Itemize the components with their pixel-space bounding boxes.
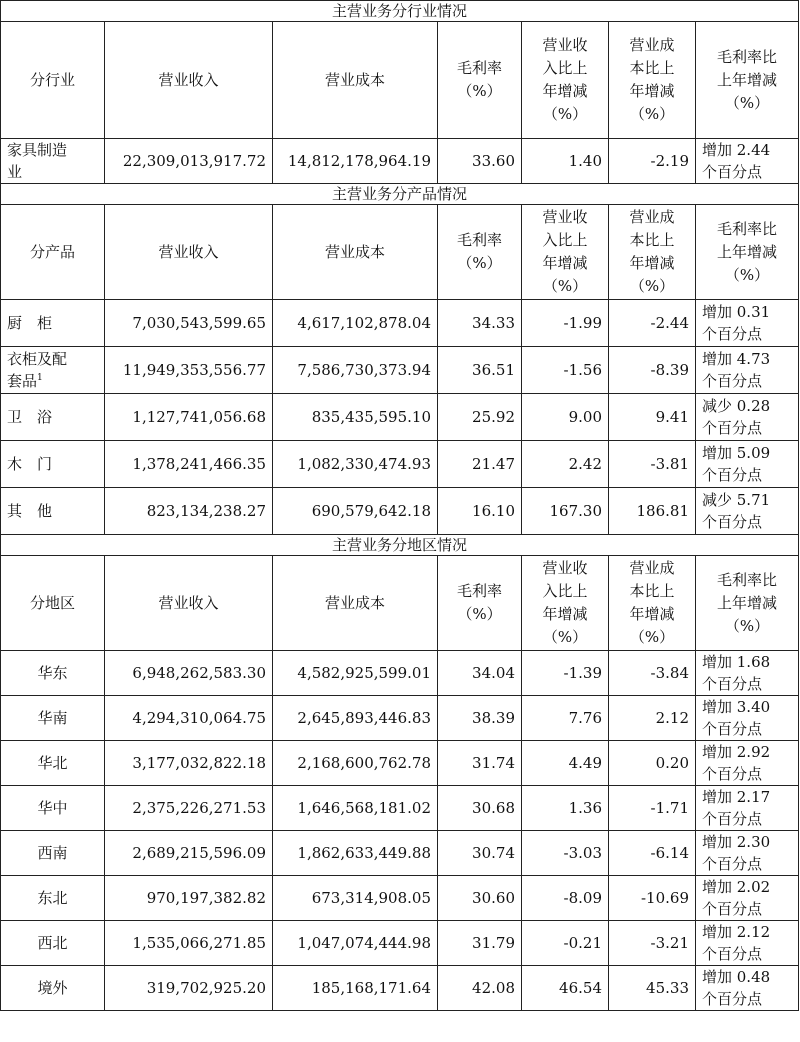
cell-margin-change: 增加 0.48 个百分点 bbox=[696, 966, 799, 1011]
row-label: 厨 柜 bbox=[7, 314, 53, 332]
row-label: 木 门 bbox=[7, 455, 53, 473]
table-row bbox=[1, 831, 799, 876]
cell-cost-change: 186.81 bbox=[609, 488, 696, 535]
row-label: 衣柜及配 套品 bbox=[7, 350, 68, 390]
row-label-cell bbox=[1, 651, 105, 696]
cell-revenue: 1,127,741,056.68 bbox=[105, 394, 273, 441]
row-label: 华东 bbox=[37, 664, 68, 682]
cell-margin: 34.04 bbox=[438, 651, 522, 696]
cell-cost-change: -3.81 bbox=[609, 441, 696, 488]
cell-margin: 30.68 bbox=[438, 786, 522, 831]
header-cost: 营业成本 bbox=[273, 22, 438, 139]
header-dimension: 分地区 bbox=[1, 556, 105, 651]
row-label-cell bbox=[1, 488, 105, 535]
cell-rev-change: 1.36 bbox=[522, 786, 609, 831]
table-row bbox=[1, 651, 799, 696]
cell-rev-change: -1.99 bbox=[522, 300, 609, 347]
header-cost: 营业成本 bbox=[273, 205, 438, 300]
cell-margin-change: 增加 3.40 个百分点 bbox=[696, 696, 799, 741]
header-dimension: 分产品 bbox=[1, 205, 105, 300]
cell-rev-change: -3.03 bbox=[522, 831, 609, 876]
header-revenue: 营业收入 bbox=[105, 556, 273, 651]
cell-margin: 30.74 bbox=[438, 831, 522, 876]
cell-rev-change: 4.49 bbox=[522, 741, 609, 786]
cell-revenue: 22,309,013,917.72 bbox=[105, 139, 273, 184]
cell-margin: 21.47 bbox=[438, 441, 522, 488]
cell-rev-change: -1.39 bbox=[522, 651, 609, 696]
cell-cost: 690,579,642.18 bbox=[273, 488, 438, 535]
header-rev-change: 营业收 入比上 年增减 （%） bbox=[522, 22, 609, 139]
header-margin-change: 毛利率比 上年增减 （%） bbox=[696, 556, 799, 651]
cell-margin-change: 增加 2.02 个百分点 bbox=[696, 876, 799, 921]
section-title: 主营业务分产品情况 bbox=[1, 184, 799, 205]
cell-revenue: 2,375,226,271.53 bbox=[105, 786, 273, 831]
cell-margin: 33.60 bbox=[438, 139, 522, 184]
cell-rev-change: -8.09 bbox=[522, 876, 609, 921]
row-label: 华北 bbox=[37, 754, 68, 772]
row-label-cell bbox=[1, 741, 105, 786]
cell-cost-change: 45.33 bbox=[609, 966, 696, 1011]
cell-margin: 31.74 bbox=[438, 741, 522, 786]
cell-cost-change: 2.12 bbox=[609, 696, 696, 741]
cell-margin-change: 增加 2.44 个百分点 bbox=[696, 139, 799, 184]
header-rev-change: 营业收 入比上 年增减 （%） bbox=[522, 205, 609, 300]
cell-cost-change: -6.14 bbox=[609, 831, 696, 876]
header-cost-change: 营业成 本比上 年增减 （%） bbox=[609, 22, 696, 139]
section-title-row bbox=[1, 535, 799, 556]
header-row bbox=[1, 22, 799, 139]
cell-margin-change: 增加 1.68 个百分点 bbox=[696, 651, 799, 696]
row-label: 家具制造 业 bbox=[7, 141, 68, 181]
cell-margin-change: 增加 0.31 个百分点 bbox=[696, 300, 799, 347]
table-row bbox=[1, 394, 799, 441]
cell-margin: 16.10 bbox=[438, 488, 522, 535]
cell-cost: 4,582,925,599.01 bbox=[273, 651, 438, 696]
cell-rev-change: 7.76 bbox=[522, 696, 609, 741]
cell-margin-change: 增加 4.73 个百分点 bbox=[696, 347, 799, 394]
table-body bbox=[1, 1, 799, 1011]
row-label-cell bbox=[1, 876, 105, 921]
row-label: 东北 bbox=[37, 889, 68, 907]
cell-cost-change: 9.41 bbox=[609, 394, 696, 441]
header-margin: 毛利率 （%） bbox=[438, 205, 522, 300]
header-revenue: 营业收入 bbox=[105, 22, 273, 139]
cell-revenue: 4,294,310,064.75 bbox=[105, 696, 273, 741]
cell-rev-change: 1.40 bbox=[522, 139, 609, 184]
cell-cost: 673,314,908.05 bbox=[273, 876, 438, 921]
cell-cost: 185,168,171.64 bbox=[273, 966, 438, 1011]
cell-margin: 42.08 bbox=[438, 966, 522, 1011]
header-dimension: 分行业 bbox=[1, 22, 105, 139]
cell-revenue: 3,177,032,822.18 bbox=[105, 741, 273, 786]
table-row bbox=[1, 139, 799, 184]
cell-cost-change: -2.44 bbox=[609, 300, 696, 347]
cell-margin: 30.60 bbox=[438, 876, 522, 921]
cell-cost: 14,812,178,964.19 bbox=[273, 139, 438, 184]
cell-cost-change: -2.19 bbox=[609, 139, 696, 184]
table-row bbox=[1, 347, 799, 394]
cell-rev-change: 46.54 bbox=[522, 966, 609, 1011]
cell-revenue: 970,197,382.82 bbox=[105, 876, 273, 921]
section-title: 主营业务分地区情况 bbox=[1, 535, 799, 556]
table-row bbox=[1, 876, 799, 921]
cell-cost-change: -1.71 bbox=[609, 786, 696, 831]
cell-cost: 1,646,568,181.02 bbox=[273, 786, 438, 831]
table-row bbox=[1, 696, 799, 741]
cell-cost-change: -8.39 bbox=[609, 347, 696, 394]
cell-rev-change: 9.00 bbox=[522, 394, 609, 441]
cell-revenue: 1,378,241,466.35 bbox=[105, 441, 273, 488]
row-label-cell bbox=[1, 300, 105, 347]
cell-cost-change: 0.20 bbox=[609, 741, 696, 786]
header-margin: 毛利率 （%） bbox=[438, 22, 522, 139]
row-label: 其 他 bbox=[7, 502, 53, 520]
cell-revenue: 7,030,543,599.65 bbox=[105, 300, 273, 347]
cell-margin-change: 增加 2.17 个百分点 bbox=[696, 786, 799, 831]
cell-rev-change: -0.21 bbox=[522, 921, 609, 966]
cell-cost: 7,586,730,373.94 bbox=[273, 347, 438, 394]
row-label-cell bbox=[1, 394, 105, 441]
header-cost-change: 营业成 本比上 年增减 （%） bbox=[609, 556, 696, 651]
header-margin-change: 毛利率比 上年增减 （%） bbox=[696, 22, 799, 139]
row-label: 华中 bbox=[37, 799, 68, 817]
header-row bbox=[1, 556, 799, 651]
cell-margin: 31.79 bbox=[438, 921, 522, 966]
table-row bbox=[1, 300, 799, 347]
section-title: 主营业务分行业情况 bbox=[1, 1, 799, 22]
row-label-cell bbox=[1, 696, 105, 741]
row-label-cell bbox=[1, 966, 105, 1011]
cell-margin: 25.92 bbox=[438, 394, 522, 441]
cell-revenue: 823,134,238.27 bbox=[105, 488, 273, 535]
header-rev-change: 营业收 入比上 年增减 （%） bbox=[522, 556, 609, 651]
cell-margin-change: 增加 2.30 个百分点 bbox=[696, 831, 799, 876]
cell-margin: 34.33 bbox=[438, 300, 522, 347]
cell-revenue: 11,949,353,556.77 bbox=[105, 347, 273, 394]
cell-margin: 36.51 bbox=[438, 347, 522, 394]
table-row bbox=[1, 786, 799, 831]
cell-margin-change: 减少 0.28 个百分点 bbox=[696, 394, 799, 441]
row-label: 华南 bbox=[37, 709, 68, 727]
cell-revenue: 6,948,262,583.30 bbox=[105, 651, 273, 696]
cell-revenue: 2,689,215,596.09 bbox=[105, 831, 273, 876]
header-revenue: 营业收入 bbox=[105, 205, 273, 300]
section-title-row bbox=[1, 1, 799, 22]
cell-margin-change: 增加 5.09 个百分点 bbox=[696, 441, 799, 488]
section-title-row bbox=[1, 184, 799, 205]
cell-rev-change: -1.56 bbox=[522, 347, 609, 394]
row-label: 西南 bbox=[37, 844, 68, 862]
cell-margin: 38.39 bbox=[438, 696, 522, 741]
header-cost-change: 营业成 本比上 年增减 （%） bbox=[609, 205, 696, 300]
cell-cost: 1,862,633,449.88 bbox=[273, 831, 438, 876]
cell-cost-change: -3.21 bbox=[609, 921, 696, 966]
cell-cost: 2,645,893,446.83 bbox=[273, 696, 438, 741]
cell-margin-change: 增加 2.92 个百分点 bbox=[696, 741, 799, 786]
header-cost: 营业成本 bbox=[273, 556, 438, 651]
table-row bbox=[1, 741, 799, 786]
header-row bbox=[1, 205, 799, 300]
cell-rev-change: 2.42 bbox=[522, 441, 609, 488]
table-row bbox=[1, 441, 799, 488]
cell-cost: 4,617,102,878.04 bbox=[273, 300, 438, 347]
footnote-marker: 1 bbox=[37, 373, 43, 383]
cell-cost: 1,082,330,474.93 bbox=[273, 441, 438, 488]
table-row bbox=[1, 488, 799, 535]
cell-margin-change: 减少 5.71 个百分点 bbox=[696, 488, 799, 535]
cell-cost: 835,435,595.10 bbox=[273, 394, 438, 441]
table-row bbox=[1, 921, 799, 966]
table-row bbox=[1, 966, 799, 1011]
cell-cost: 2,168,600,762.78 bbox=[273, 741, 438, 786]
row-label-cell bbox=[1, 441, 105, 488]
row-label-cell bbox=[1, 786, 105, 831]
cell-margin-change: 增加 2.12 个百分点 bbox=[696, 921, 799, 966]
row-label-cell bbox=[1, 139, 105, 184]
cell-cost-change: -3.84 bbox=[609, 651, 696, 696]
row-label: 卫 浴 bbox=[7, 408, 53, 426]
cell-rev-change: 167.30 bbox=[522, 488, 609, 535]
row-label-cell bbox=[1, 831, 105, 876]
header-margin: 毛利率 （%） bbox=[438, 556, 522, 651]
cell-cost: 1,047,074,444.98 bbox=[273, 921, 438, 966]
header-margin-change: 毛利率比 上年增减 （%） bbox=[696, 205, 799, 300]
row-label: 西北 bbox=[37, 934, 68, 952]
row-label: 境外 bbox=[37, 979, 68, 997]
row-label-cell bbox=[1, 921, 105, 966]
cell-revenue: 319,702,925.20 bbox=[105, 966, 273, 1011]
cell-revenue: 1,535,066,271.85 bbox=[105, 921, 273, 966]
cell-cost-change: -10.69 bbox=[609, 876, 696, 921]
row-label-cell bbox=[1, 347, 105, 394]
